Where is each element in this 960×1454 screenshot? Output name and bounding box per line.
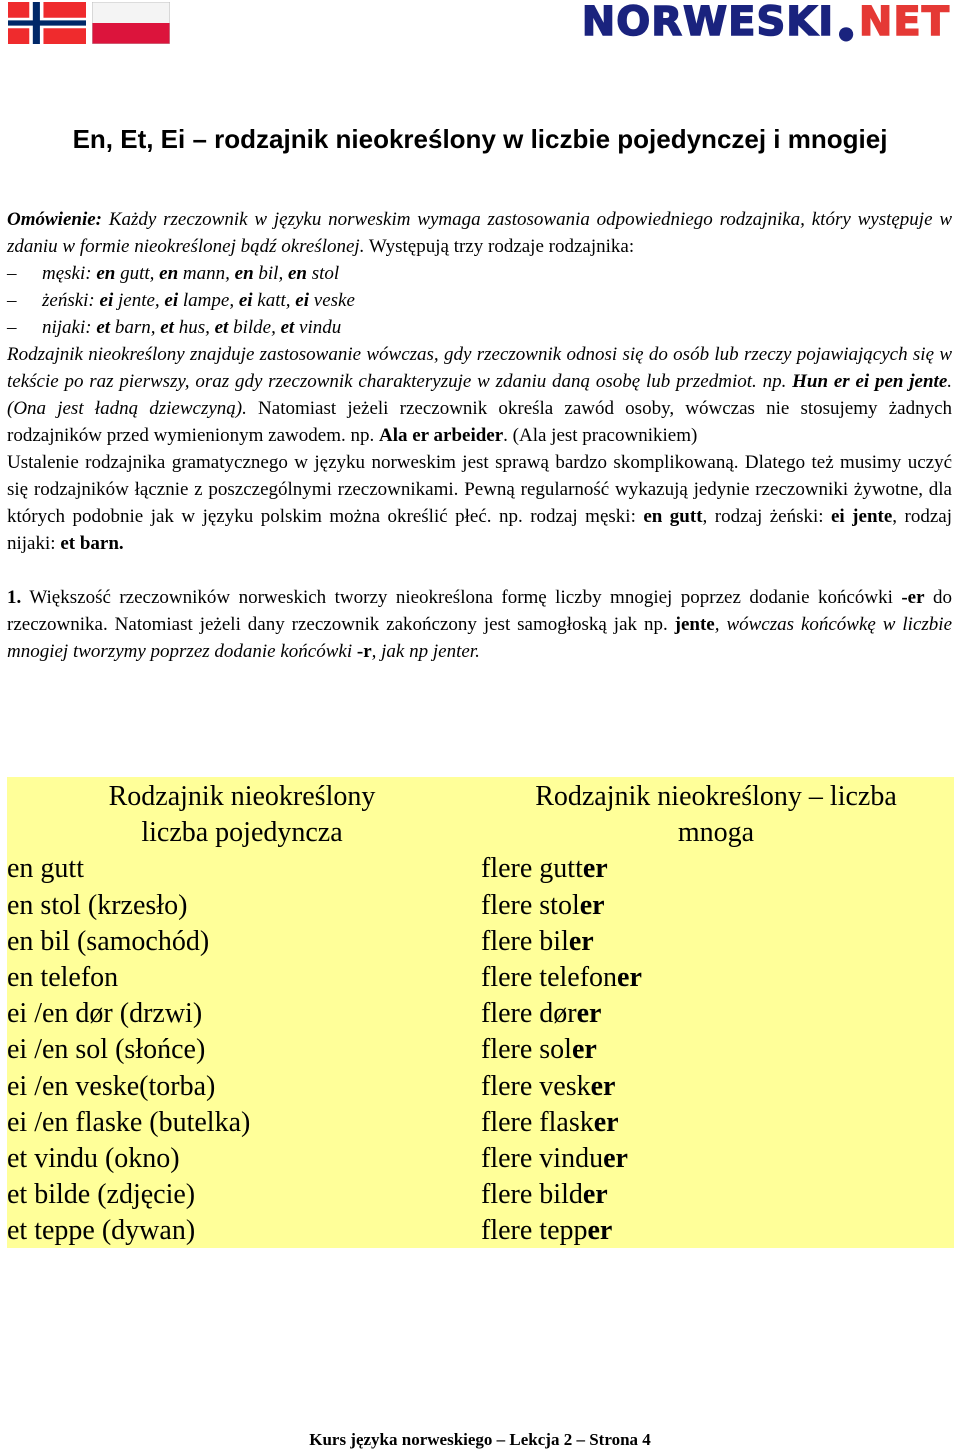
singular-noun-item: et vindu (okno) <box>7 1143 180 1175</box>
plural-noun-item: flere gutter <box>481 853 608 885</box>
site-logo: NORWESKI ● NET <box>581 0 950 45</box>
plural-noun-item: flere bilder <box>481 1179 608 1211</box>
singular-noun-item: ei /en flaske (butelka) <box>7 1106 251 1138</box>
poland-flag-icon <box>92 2 170 44</box>
singular-noun-item: ei /en sol (słońce) <box>7 1034 206 1066</box>
plural-noun-item: flere biler <box>481 925 594 957</box>
lesson-content <box>7 206 952 665</box>
plural-noun-item: flere stoler <box>481 889 605 921</box>
plural-table <box>7 777 954 1248</box>
page-header <box>0 0 960 48</box>
plural-noun-item: flere telefoner <box>481 962 642 994</box>
singular-noun-item: et teppe (dywan) <box>7 1215 196 1247</box>
singular-column <box>7 779 477 1250</box>
singular-noun-item: en bil (samochód) <box>7 925 210 957</box>
gender-list <box>7 260 952 341</box>
gender-list-item: – męski: en gutt, en mann, en bil, en stol <box>7 260 952 287</box>
singular-noun-item: en telefon <box>7 962 119 994</box>
plural-noun-item: flere vesker <box>481 1070 616 1102</box>
singular-noun-item: ei /en dør (drzwi) <box>7 998 203 1030</box>
singular-noun-item: en stol (krzesło) <box>7 889 188 921</box>
plural-column-header: Rodzajnik nieokreślony – liczba mnoga <box>535 781 897 849</box>
intro-paragraph: Omówienie: Każdy rzeczownik w języku norweskim wymaga zastosowania odpowiedniego rodzajnika, który występuje w zdaniu w formie nieokreślonej bądź określonej. Występują trzy rodzaje rodzajnika: <box>7 209 952 257</box>
gender-list-item: – nijaki: et barn, et hus, et bilde, et vindu <box>7 314 952 341</box>
plural-noun-item: flere tepper <box>481 1215 613 1247</box>
singular-noun-item: en gutt <box>7 853 84 885</box>
gender-rules-paragraph: Ustalenie rodzajnika gramatycznego w języku norweskim jest sprawą bardzo skomplikowaną. Dlatego też musimy uczyć się rodzajników łącznie z poszczególnymi rzeczownikami. Pewną regularność wykazują jedynie rzeczowniki żywotne, dla których podobnie jak w języku polskim można określić płeć. np. rodzaj męski: en gutt, rodzaj żeński: ei jente, rodzaj nijaki: et barn. <box>7 452 952 554</box>
usage-paragraph: Rodzajnik nieokreślony znajduje zastosowanie wówczas, gdy rzeczownik odnosi się do osób lub rzeczy pojawiających się w tekście po raz pierwszy, oraz gdy rzeczownik charakteryzuje w zdaniu daną osobę lub przedmiot. np. Hun er ei pen jente. (Ona jest ładną dziewczyną). Natomiast jeżeli rzeczownik określa zawód osoby, wówczas nie stosujemy żadnych rodzajników przed wymienionym zawodem. np. Ala er arbeider. (Ala jest pracownikiem) <box>7 344 952 446</box>
page-footer: Kurs języka norweskiego – Lekcja 2 – Strona 4 <box>309 1430 651 1449</box>
gender-list-item: – żeński: ei jente, ei lampe, ei katt, ei veske <box>7 287 952 314</box>
page-title: En, Et, Ei – rodzajnik nieokreślony w liczbie pojedynczej i mnogiej <box>72 124 888 154</box>
singular-column-header: Rodzajnik nieokreślony liczba pojedyncza <box>108 781 376 849</box>
plural-column <box>481 779 951 1250</box>
norway-flag-icon <box>8 2 86 44</box>
plural-noun-item: flere dører <box>481 998 602 1030</box>
plural-noun-item: flere flasker <box>481 1106 619 1138</box>
plural-noun-item: flere vinduer <box>481 1143 628 1175</box>
plural-noun-item: flere soler <box>481 1034 597 1066</box>
singular-noun-item: et bilde (zdjęcie) <box>7 1179 196 1211</box>
singular-noun-item: ei /en veske(torba) <box>7 1070 216 1102</box>
plural-rule-paragraph: 1. Większość rzeczowników norweskich tworzy nieokreślona formę liczby mnogiej poprzez dodanie końcówki -er do rzeczownika. Natomiast jeżeli dany rzeczownik zakończony jest samogłoską jak np. jente, wówczas końcówkę w liczbie mnogiej tworzymy poprzez dodanie końcówki -r, jak np jenter. <box>7 587 952 662</box>
